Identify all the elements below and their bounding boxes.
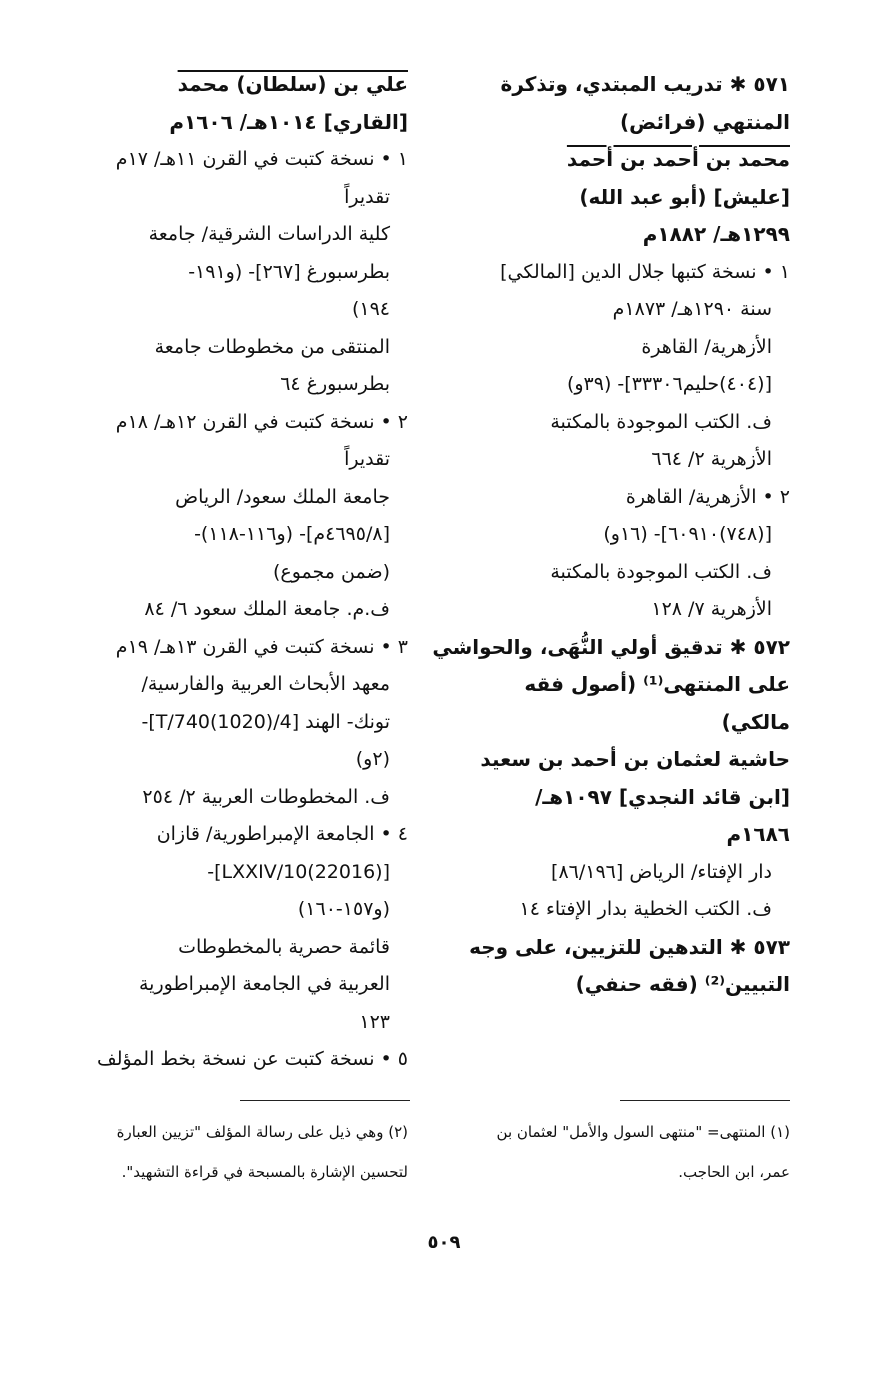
text-line: ٥٧٣ ✱ التدهين للتزيين، على وجه xyxy=(469,934,790,959)
text-line: (٢و) xyxy=(355,748,390,770)
footnote-line: عمر، ابن الحاجب. xyxy=(678,1163,790,1181)
text-line: الأزهرية ٢/ ٦٦٤ xyxy=(651,448,772,470)
text-line: ٢ • الأزهرية/ القاهرة xyxy=(625,485,790,508)
text-line: ١ • نسخة كتبت في القرن ١١هـ/ ١٧م xyxy=(115,148,408,170)
text-line: معهد الأبحاث العربية والفارسية/ xyxy=(141,673,390,695)
text-line: قائمة حصرية بالمخطوطات xyxy=(178,935,390,958)
text-line: ف. الكتب الخطية بدار الإفتاء ١٤ xyxy=(519,898,772,920)
text-line: ١٢٩٩هـ/ ١٨٨٢م xyxy=(642,222,790,246)
right-column xyxy=(432,66,790,1004)
text-line: تونك- الهند [4/T/740(1020)]- xyxy=(141,710,390,733)
text-line: [(٤٠٤)حليم٣٣٣٠٦]- (٣٩و) xyxy=(566,373,772,395)
footnote-left xyxy=(76,1112,408,1192)
footnote-separator-right xyxy=(620,1100,790,1101)
text-line: (ضمن مجموع) xyxy=(272,560,390,583)
text-line: ٤ • الجامعة الإمبراطورية/ قازان xyxy=(156,823,408,845)
text-line: كلية الدراسات الشرقية/ جامعة xyxy=(148,223,390,245)
left-column xyxy=(76,66,408,1079)
text-line: ف.م. جامعة الملك سعود ٦/ ٨٤ xyxy=(144,598,390,620)
text-line: التبيين⁽²⁾ (فقه حنفي) xyxy=(575,972,790,996)
text-line: ٢ • نسخة كتبت في القرن ١٢هـ/ ١٨م xyxy=(115,410,408,433)
text-line: ٣ • نسخة كتبت في القرن ١٣هـ/ ١٩م xyxy=(115,635,408,658)
page-number: ٥٠٩ xyxy=(427,1232,461,1253)
footnote-line: (١) المنتهى= "منتهى السول والأمل" لعثمان بن xyxy=(496,1123,790,1141)
text-line: على المنتهى⁽¹⁾ (أصول فقه xyxy=(524,672,790,696)
text-line: ١ • نسخة كتبها جلال الدين [المالكي] xyxy=(500,260,790,283)
footnote-right xyxy=(458,1112,790,1192)
text-line: جامعة الملك سعود/ الرياض xyxy=(175,485,390,508)
text-line: [(٧٤٨)٦٠٩١٠]- (١٦و) xyxy=(603,523,772,545)
text-line: ١٦٨٦م xyxy=(726,822,790,846)
text-line: محمد بن أحمد بن أحمد xyxy=(566,147,790,171)
text-line: ف. الكتب الموجودة بالمكتبة xyxy=(550,410,772,433)
text-line: الأزهرية ٧/ ١٢٨ xyxy=(651,598,772,620)
footnote-line: لتحسين الإشارة بالمسبحة في قراءة التشهيد". xyxy=(121,1163,408,1181)
text-line: ١٩٤) xyxy=(351,298,390,320)
text-line: المنتهي (فرائض) xyxy=(620,109,790,134)
text-line: الأزهرية/ القاهرة xyxy=(641,335,772,358)
text-line: المنتقى من مخطوطات جامعة xyxy=(154,335,390,358)
text-line: (و١٥٧-١٦٠) xyxy=(297,898,390,920)
text-line: [LXXIV/10(22016)]- xyxy=(207,860,390,883)
footnote-line: (٢) وهي ذيل على رسالة المؤلف "تزيين العبارة xyxy=(116,1123,408,1141)
text-line: [٤٦٩٥/٨م]- (و١١٦-١١٨)- xyxy=(194,523,390,545)
text-line: ٥٧١ ✱ تدريب المبتدي، وتذكرة xyxy=(500,72,790,96)
text-line: [القاري] ١٠١٤هـ/ ١٦٠٦م xyxy=(169,109,408,134)
text-line: تقديراً xyxy=(344,448,390,470)
text-line: سنة ١٢٩٠هـ/ ١٨٧٣م xyxy=(612,298,772,320)
text-line: بطرسبورغ ٦٤ xyxy=(280,373,390,395)
text-line: دار الإفتاء/ الرياض [٨٦/١٩٦] xyxy=(551,860,772,883)
text-line: [ابن قائد النجدي] ١٠٩٧هـ/ xyxy=(535,784,790,809)
text-line: تقديراً xyxy=(344,185,390,208)
text-line: ٥٧٢ ✱ تدقيق أولي النُّهَى، والحواشي xyxy=(432,634,790,659)
text-line: ١٢٣ xyxy=(359,1010,390,1033)
text-line: ٥ • نسخة كتبت عن نسخة بخط المؤلف xyxy=(97,1048,408,1070)
text-line: حاشية لعثمان بن أحمد بن سعيد xyxy=(480,747,790,771)
text-line: مالكي) xyxy=(721,709,790,734)
text-line: علي بن (سلطان) محمد xyxy=(177,72,408,96)
text-line: العربية في الجامعة الإمبراطورية xyxy=(139,973,390,995)
text-line: بطرسبورغ [٢٦٧]- (و١٩١- xyxy=(188,260,390,283)
text-line: ف. المخطوطات العربية ٢/ ٢٥٤ xyxy=(142,785,390,808)
text-line: ف. الكتب الموجودة بالمكتبة xyxy=(550,560,772,583)
text-line: [عليش] (أبو عبد الله) xyxy=(579,184,790,209)
footnote-separator-left xyxy=(240,1100,410,1101)
